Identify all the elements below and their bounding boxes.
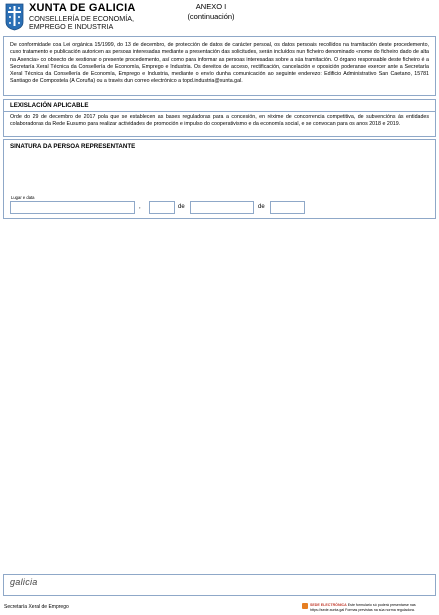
annex-heading — [180, 2, 242, 22]
galicia-footer-box — [3, 574, 436, 596]
place-date-label: Lugar e data — [11, 195, 35, 200]
de-label-2: de — [258, 204, 265, 210]
place-field[interactable] — [10, 201, 135, 214]
year-field[interactable] — [270, 201, 305, 214]
annex-subtitle: (continuación) — [187, 12, 235, 21]
de-label-1: de — [178, 204, 185, 210]
department-name — [29, 15, 134, 31]
signature-heading: SINATURA DA PERSOA REPRESENTANTE — [10, 143, 136, 150]
xunta-shield-logo — [5, 3, 24, 31]
month-field[interactable] — [190, 201, 254, 214]
org-name: XUNTA DE GALICIA — [29, 2, 136, 14]
department-line-2: EMPREGO E INDUSTRIA — [29, 22, 114, 31]
data-protection-text: De conformidade coa Lei orgánica 15/1999, do 13 de decembro, de protección de datos de carácter persoal, os datos persoais recollidos na tramitación deste procedemento, cuxo tratamento e publicación autoricen as persoas interesadas mediante a presentación das solicitudes, serán incluídos nun ficheiro denominado «nome do ficheiro dado de alta na Axencia» co obxecto de xestionar o presente procedemento, así como para informar as persoas interesadas sobre a súa tramitación. O órgano responsable deste ficheiro é a Secretaría Xeral Técnica da Consellería de Economía, Emprego e Industria. Os dereitos de acceso, rectificación, cancelación e oposición poderanse exercer ante a Secretaría Xeral Técnica da Consellería de Economía, Emprego e Industria, mediante o envío dunha comunicación ao seguinte enderezo: Edificio Administrativo San Caetano, 15781 Santiago de Compostela (A Coruña) ou a través dun correo electrónico a topd.industria@xunta.gal. — [10, 42, 429, 85]
footer-note — [302, 603, 436, 612]
legislation-heading: LEXISLACIÓN APLICABLE — [4, 102, 435, 112]
legislation-box — [3, 99, 436, 137]
sede-label: SEDE ELECTRÓNICA — [310, 603, 347, 607]
department-line-1: CONSELLERÍA DE ECONOMÍA, — [29, 14, 135, 23]
footer-note-line-2[interactable]: https://sede.xunta.gal Formas previstas na súa norma reguladora. — [310, 607, 415, 612]
day-field[interactable] — [149, 201, 175, 214]
annex-title: ANEXO I — [195, 2, 227, 11]
legislation-text: Orde do 29 de decembro de 2017 pola que se establecen as bases reguladoras para a concesión, en réxime de concorrencia competitiva, de subvencións ás entidades colaboradoras da Rede Eusumo para realizar actividades de promoción e impulso do cooperativismo e da economía social, e se convocan para os anos 2018 e 2019. — [10, 114, 429, 128]
footer-department: Secretaría Xeral de Emprego — [4, 604, 69, 610]
data-protection-box — [3, 36, 436, 96]
galicia-logo: galicia — [10, 577, 38, 587]
footer-note-line-1: Este formulario só poderá presentarse nas — [346, 603, 416, 607]
comma-separator: , — [139, 204, 141, 210]
